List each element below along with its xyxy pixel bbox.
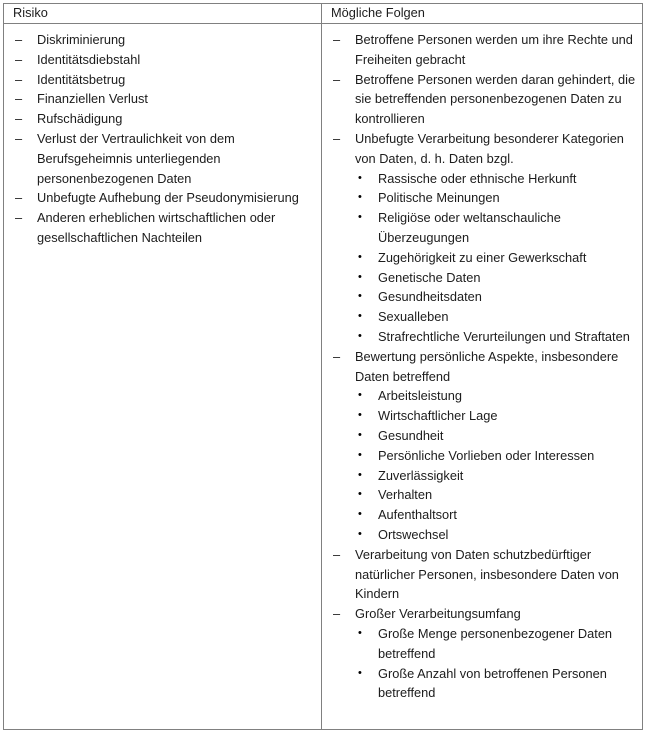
list-item-label: Unbefugte Aufhebung der Pseudonymisierung: [37, 190, 299, 206]
sub-list-item-label: Arbeitsleistung: [378, 388, 462, 404]
sub-list-item: [355, 386, 636, 406]
sub-list-item: [355, 505, 636, 525]
list-item-label: Unbefugte Verarbeitung besonderer Kategorien von Daten, d. h. Daten bzgl.: [355, 130, 624, 166]
sub-list-item: [355, 327, 636, 347]
round-bullet-icon: •: [358, 468, 362, 481]
header-cell-folgen: [322, 4, 643, 24]
folgen-list: [322, 24, 642, 709]
body-cell-folgen: [322, 24, 643, 730]
sub-list-item: [355, 466, 636, 486]
sub-list-item-label: Gesundheitsdaten: [378, 289, 482, 305]
sub-list-item: [355, 287, 636, 307]
dash-bullet-icon: –: [333, 130, 341, 146]
dash-bullet-icon: –: [15, 210, 23, 226]
dash-bullet-icon: –: [15, 111, 23, 127]
list-item-label: Identitätsdiebstahl: [37, 51, 141, 67]
table-header-row: [4, 4, 643, 24]
round-bullet-icon: •: [358, 389, 362, 402]
list-item: [4, 50, 317, 70]
list-item-label: Identitätsbetrug: [37, 71, 126, 87]
sub-list-item: [355, 169, 636, 189]
dash-bullet-icon: –: [15, 190, 23, 206]
list-item: [4, 188, 317, 208]
round-bullet-icon: •: [358, 290, 362, 303]
sub-list: [355, 624, 636, 703]
list-item-label: Rufschädigung: [37, 111, 123, 127]
sub-list-item: [355, 485, 636, 505]
list-item: [4, 208, 317, 248]
round-bullet-icon: •: [358, 626, 362, 639]
body-cell-risiko: [4, 24, 322, 730]
sub-list-item: [355, 446, 636, 466]
list-item-label: Verarbeitung von Daten schutzbedürftiger natürlicher Personen, insbesondere Daten von Kindern: [355, 546, 619, 602]
list-item: [322, 129, 636, 347]
sub-list: [355, 169, 636, 347]
list-item: [322, 30, 636, 70]
round-bullet-icon: •: [358, 527, 362, 540]
risk-consequences-table: [3, 3, 643, 730]
list-item: [322, 604, 636, 703]
sub-list: [355, 386, 636, 544]
dash-bullet-icon: –: [333, 32, 341, 47]
round-bullet-icon: •: [358, 250, 362, 263]
sub-list-item-label: Gesundheit: [378, 427, 444, 443]
sub-list-item: [355, 248, 636, 268]
list-item: [4, 70, 317, 90]
sub-list-item: [355, 406, 636, 426]
sub-list-item: [355, 664, 636, 704]
round-bullet-icon: •: [358, 508, 362, 521]
round-bullet-icon: •: [358, 270, 362, 283]
sub-list-item: [355, 208, 636, 248]
sub-list-item-label: Aufenthaltsort: [378, 507, 457, 523]
dash-bullet-icon: –: [15, 91, 23, 107]
list-item-label: Verlust der Vertraulichkeit von dem Berufsgeheimnis unterliegenden personenbezogenen Daten: [37, 130, 235, 186]
sub-list-item-label: Politische Meinungen: [378, 190, 500, 206]
sub-list-item-label: Zugehörigkeit zu einer Gewerkschaft: [378, 249, 587, 265]
dash-bullet-icon: –: [15, 71, 23, 87]
column-header-moegliche-folgen: Mögliche Folgen: [331, 5, 425, 20]
list-item-label: Diskriminierung: [37, 32, 126, 47]
dash-bullet-icon: –: [333, 71, 341, 87]
risk-consequences-table-wrapper: [3, 3, 640, 736]
round-bullet-icon: •: [358, 211, 362, 224]
sub-list-item-label: Sexualleben: [378, 309, 449, 325]
header-cell-risiko: [4, 4, 322, 24]
sub-list-item-label: Große Anzahl von betroffenen Personen betreffend: [378, 665, 607, 701]
round-bullet-icon: •: [358, 428, 362, 441]
dash-bullet-icon: –: [15, 32, 23, 47]
list-item: [4, 30, 317, 50]
list-item: [4, 89, 317, 109]
round-bullet-icon: •: [358, 310, 362, 323]
sub-list-item: [355, 624, 636, 664]
list-item-label: Finanziellen Verlust: [37, 91, 148, 107]
sub-list-item-label: Strafrechtliche Verurteilungen und Straftaten: [378, 328, 630, 344]
sub-list-item-label: Rassische oder ethnische Herkunft: [378, 170, 577, 186]
list-item: [322, 347, 636, 545]
table-body-row: [4, 24, 643, 730]
sub-list-item-label: Ortswechsel: [378, 526, 449, 542]
sub-list-item-label: Verhalten: [378, 487, 433, 503]
dash-bullet-icon: –: [333, 546, 341, 562]
round-bullet-icon: •: [358, 171, 362, 184]
round-bullet-icon: •: [358, 488, 362, 501]
sub-list-item: [355, 307, 636, 327]
list-item-label: Betroffene Personen werden daran gehindert, die sie betreffenden personenbezogenen Daten zu kontrollieren: [355, 71, 636, 127]
list-item-label: Anderen erheblichen wirtschaftlichen oder gesellschaftlichen Nachteilen: [37, 210, 276, 245]
list-item: [4, 109, 317, 129]
sub-list-item-label: Persönliche Vorlieben oder Interessen: [378, 447, 595, 463]
sub-list-item: [355, 426, 636, 446]
round-bullet-icon: •: [358, 329, 362, 342]
column-header-risiko: Risiko: [13, 5, 48, 20]
list-item: [4, 129, 317, 188]
sub-list-item: [355, 268, 636, 288]
round-bullet-icon: •: [358, 191, 362, 204]
dash-bullet-icon: –: [333, 606, 341, 622]
sub-list-item: [355, 188, 636, 208]
sub-list-item-label: Genetische Daten: [378, 269, 481, 285]
list-item-label: Bewertung persönliche Aspekte, insbesondere Daten betreffend: [355, 348, 619, 384]
risiko-list: [4, 24, 321, 254]
sub-list-item-label: Religiöse oder weltanschauliche Überzeugungen: [378, 210, 561, 245]
round-bullet-icon: •: [358, 409, 362, 422]
list-item: [322, 70, 636, 129]
list-item: [322, 545, 636, 604]
sub-list-item: [355, 525, 636, 545]
sub-list-item-label: Große Menge personenbezogener Daten betreffend: [378, 625, 613, 661]
dash-bullet-icon: –: [15, 130, 23, 146]
sub-list-item-label: Wirtschaftlicher Lage: [378, 408, 498, 424]
list-item-label: Großer Verarbeitungsumfang: [355, 606, 521, 622]
dash-bullet-icon: –: [333, 348, 341, 364]
round-bullet-icon: •: [358, 448, 362, 461]
list-item-label: Betroffene Personen werden um ihre Rechte und Freiheiten gebracht: [355, 32, 633, 67]
round-bullet-icon: •: [358, 666, 362, 679]
sub-list-item-label: Zuverlässigkeit: [378, 467, 464, 483]
dash-bullet-icon: –: [15, 51, 23, 67]
